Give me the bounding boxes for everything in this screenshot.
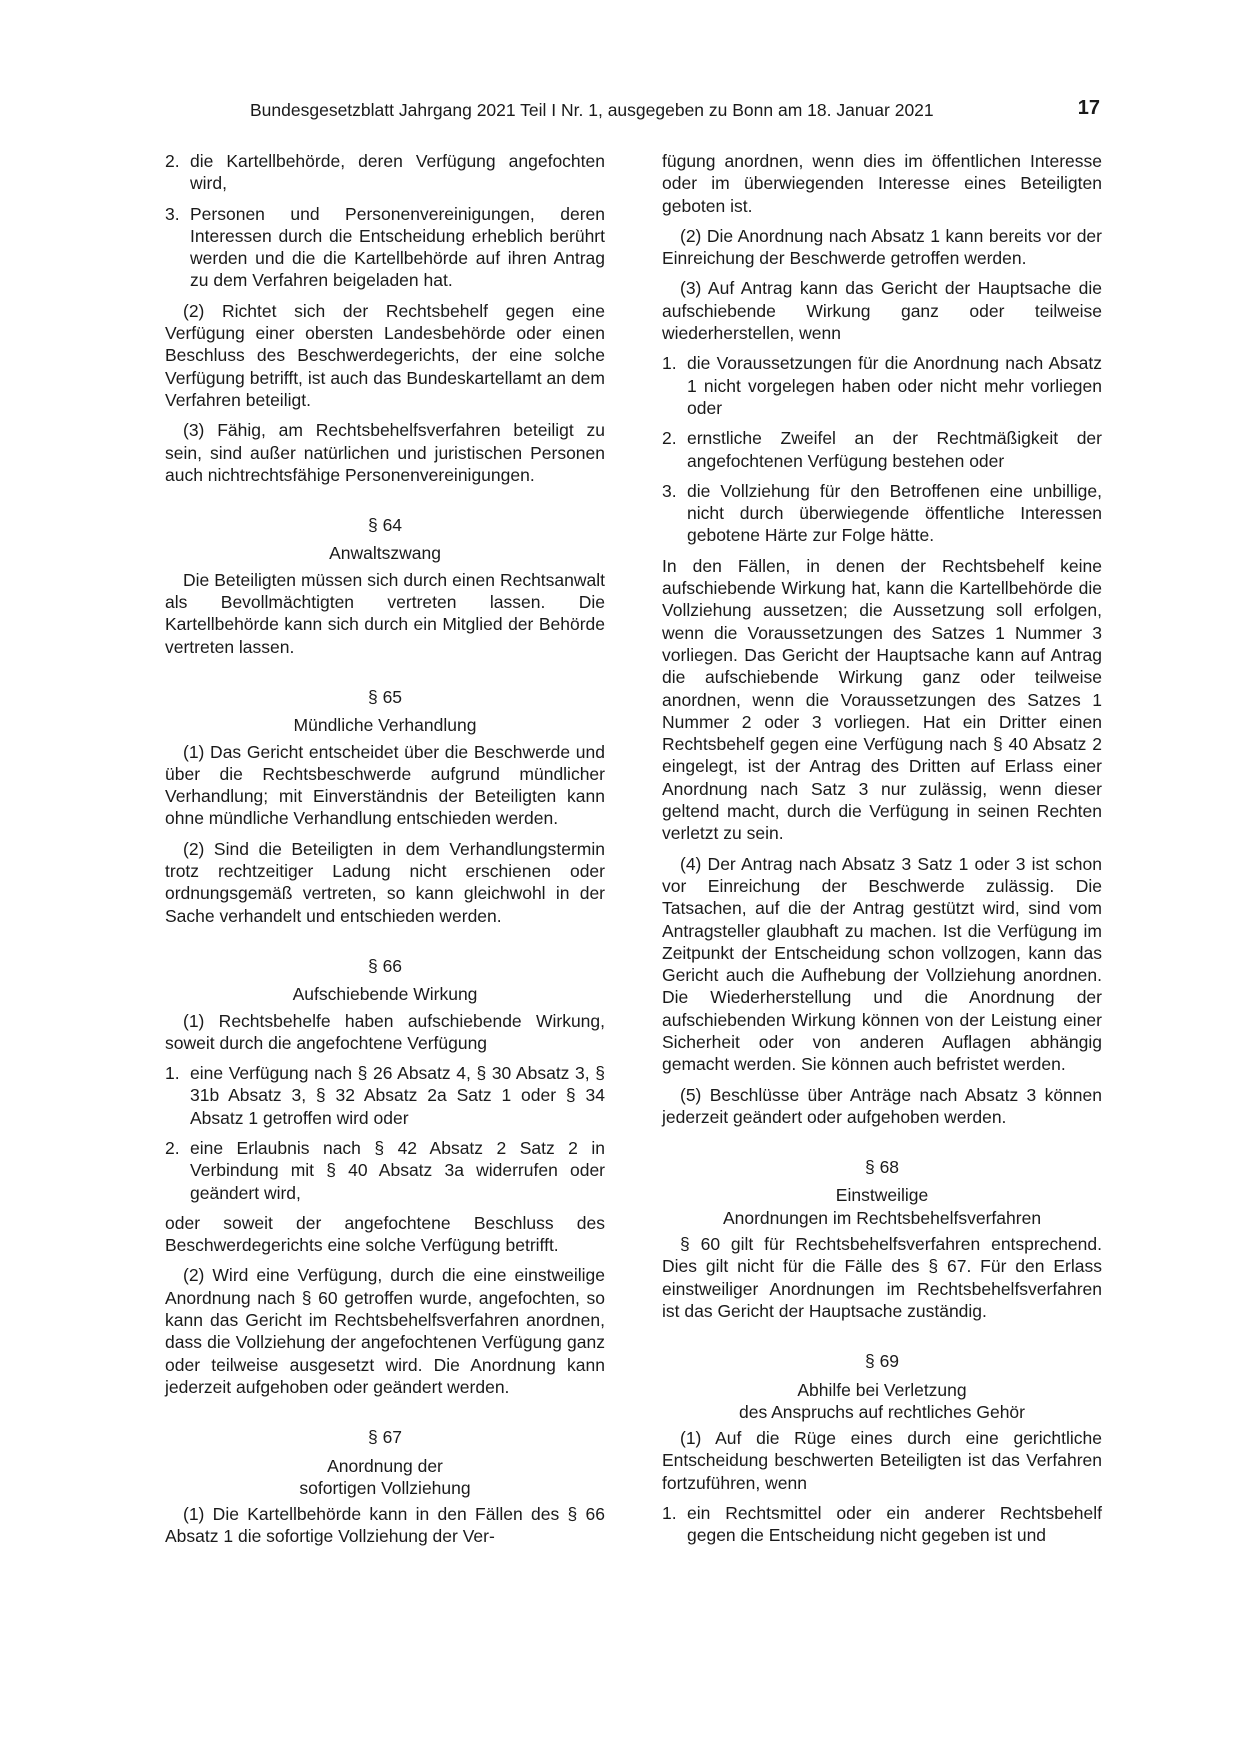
paragraph: In den Fällen, in denen der Rechtsbehelf keine aufschiebende Wirkung hat, kann die Kartellbehörde die Vollziehung aussetzen; die Aussetzung soll erfolgen, wenn die Voraussetzungen des Satzes 1 Nummer 3 vorliegen. Das Gericht der Hauptsache kann auf Antrag die aufschiebende Wirkung ganz oder teilweise anordnen, wenn die Voraussetzungen des Satzes 1 Nummer 2 oder 3 vorliegen. Hat ein Dritter einen Rechtsbehelf gegen eine Verfügung nach § 40 Absatz 2 eingelegt, ist der Antrag des Dritten auf Erlass einer Anordnung nach Satz 3 nur zulässig, wenn dieser geltend macht, durch die Verfügung in seinen Rechten verletzt zu sein.	[662, 555, 1102, 844]
list-item	[662, 480, 1102, 547]
section-heading-65	[165, 686, 605, 737]
list-text: eine Verfügung nach § 26 Absatz 4, § 30 Absatz 3, § 31b Absatz 3, § 32 Absatz 2a Satz 1 oder § 34 Absatz 1 getroffen wird oder	[190, 1063, 605, 1128]
section-heading-69	[662, 1350, 1102, 1423]
paragraph: (1) Rechtsbehelfe haben aufschiebende Wirkung, soweit durch die angefochtene Verfügung	[165, 1010, 605, 1053]
paragraph: (3) Auf Antrag kann das Gericht der Hauptsache die aufschiebende Wirkung ganz oder teilweise wiederherstellen, wenn	[662, 278, 1102, 344]
paragraph: fügung anordnen, wenn dies im öffentlichen Interesse oder im überwiegenden Interesse eines Beteiligten geboten ist.	[662, 151, 1102, 216]
list-item	[165, 1062, 605, 1129]
right-column	[662, 150, 1102, 1555]
list-item	[165, 1137, 605, 1204]
section-title-line: Einstweilige	[835, 1185, 929, 1206]
section-number: § 68	[864, 1157, 900, 1178]
section-title-line: Anordnungen im Rechtsbehelfsverfahren	[722, 1207, 1042, 1228]
header-title: Bundesgesetzblatt Jahrgang 2021 Teil I Nr. 1, ausgegeben zu Bonn am 18. Januar 2021	[250, 100, 934, 120]
paragraph: Die Beteiligten müssen sich durch einen Rechtsanwalt als Bevollmächtigten vertreten lassen. Die Kartellbehörde kann sich durch ein Mitglied der Behörde vertreten lassen.	[165, 569, 605, 657]
paragraph: (2) Die Anordnung nach Absatz 1 kann bereits vor der Einreichung der Beschwerde getroffen werden.	[662, 225, 1102, 269]
paragraph: § 60 gilt für Rechtsbehelfsverfahren entsprechend. Dies gilt nicht für die Fälle des § 67. Für den Erlass einstweiliger Anordnungen im Rechtsbehelfsverfahren ist das Gericht der Hauptsache zuständig.	[662, 1234, 1102, 1321]
section-number: § 65	[367, 686, 403, 707]
paragraph: (2) Sind die Beteiligten in dem Verhandlungstermin trotz rechtzeitiger Ladung nicht erschienen oder ordnungsgemäß vertreten, so kann gleichwohl in der Sache verhandelt und entschieden werden.	[165, 838, 605, 926]
section-title	[662, 1184, 1102, 1229]
list-number: 2.	[165, 151, 180, 171]
section-number: § 64	[367, 515, 403, 536]
paragraph: (2) Richtet sich der Rechtsbehelf gegen eine Verfügung einer obersten Landesbehörde oder einen Beschluss des Beschwerdegerichts, der eine solche Verfügung betrifft, ist auch das Bundeskartellamt an dem Verfahren beteiligt.	[165, 300, 605, 410]
left-column	[165, 150, 605, 1556]
section-title-line: Abhilfe bei Verletzung	[797, 1379, 967, 1400]
list-number: 3.	[662, 480, 677, 501]
section-heading-67	[165, 1426, 605, 1499]
list-text: ein Rechtsmittel oder ein anderer Rechtsbehelf gegen die Entscheidung nicht gegeben ist und	[687, 1503, 1102, 1546]
list-item	[662, 352, 1102, 419]
section-heading-64	[165, 514, 605, 565]
paragraph: (1) Auf die Rüge eines durch eine gerichtliche Entscheidung beschwerten Beteiligten ist das Verfahren fortzuführen, wenn	[662, 1428, 1102, 1493]
list-text: eine Erlaubnis nach § 42 Absatz 2 Satz 2 in Verbindung mit § 40 Absatz 3a widerrufen oder geändert wird,	[190, 1137, 605, 1203]
paragraph: oder soweit der angefochtene Beschluss des Beschwerdegerichts eine solche Verfügung betrifft.	[165, 1212, 605, 1256]
list-number: 2.	[165, 1137, 180, 1158]
list-text: Personen und Personenvereinigungen, deren Interessen durch die Entscheidung erheblich berührt werden und die die Kartellbehörde auf ihren Antrag zu dem Verfahren beigeladen hat.	[190, 203, 605, 291]
section-title	[165, 1455, 605, 1500]
list-item	[165, 203, 605, 292]
section-title: Mündliche Verhandlung	[293, 715, 477, 736]
list-number: 1.	[662, 353, 677, 374]
list-item	[165, 150, 605, 195]
section-heading-66	[165, 955, 605, 1006]
list-number: 1.	[165, 1063, 180, 1084]
section-title	[662, 1379, 1102, 1424]
list-text: ernstliche Zweifel an der Rechtmäßigkeit der angefochtenen Verfügung bestehen oder	[687, 428, 1102, 471]
list-number: 2.	[662, 428, 677, 449]
section-heading-68	[662, 1156, 1102, 1229]
section-title-line: Anordnung der	[327, 1455, 443, 1476]
section-title-line: des Anspruchs auf rechtliches Gehör	[739, 1401, 1025, 1422]
section-title: Aufschiebende Wirkung	[292, 984, 478, 1005]
list-text: die Vollziehung für den Betroffenen eine unbillige, nicht durch überwiegende öffentliche Interessen gebotene Härte zur Folge hätte.	[687, 480, 1102, 546]
page-number: 17	[1077, 97, 1100, 119]
section-title: Anwaltszwang	[329, 543, 441, 564]
section-number: § 67	[367, 1427, 403, 1448]
section-number: § 66	[367, 955, 403, 976]
paragraph: (3) Fähig, am Rechtsbehelfsverfahren beteiligt zu sein, sind außer natürlichen und juristischen Personen auch nichtrechtsfähige Personenvereinigungen.	[165, 420, 605, 485]
section-number: § 69	[864, 1351, 900, 1372]
paragraph: (2) Wird eine Verfügung, durch die eine einstweilige Anordnung nach § 60 getroffen wurde, angefochten, so kann das Gericht im Rechtsbehelfsverfahren anordnen, dass die Vollziehung der angefochtenen Verfügung ganz oder teilweise ausgesetzt wird. Die Anordnung kann jederzeit aufgehoben oder geändert werden.	[165, 1265, 605, 1397]
list-text: die Voraussetzungen für die Anordnung nach Absatz 1 nicht vorgelegen haben oder nicht mehr vorliegen oder	[687, 353, 1102, 418]
section-title-line: sofortigen Vollziehung	[299, 1477, 471, 1498]
list-item	[662, 1502, 1102, 1547]
list-text: die Kartellbehörde, deren Verfügung angefochten wird,	[190, 151, 605, 194]
list-number: 3.	[165, 203, 180, 224]
page-header	[165, 97, 1100, 126]
list-number: 1.	[662, 1503, 677, 1524]
paragraph: (1) Die Kartellbehörde kann in den Fällen des § 66 Absatz 1 die sofortige Vollziehung der Ver-	[165, 1504, 605, 1547]
paragraph: (5) Beschlüsse über Anträge nach Absatz 3 können jederzeit geändert oder aufgehoben werden.	[662, 1084, 1102, 1127]
list-item	[662, 427, 1102, 472]
paragraph: (1) Das Gericht entscheidet über die Beschwerde und über die Rechtsbeschwerde aufgrund mündlicher Verhandlung; mit Einverständnis der Beteiligten kann ohne mündliche Verhandlung entschieden werden.	[165, 741, 605, 829]
paragraph: (4) Der Antrag nach Absatz 3 Satz 1 oder 3 ist schon vor Einreichung der Beschwerde zulässig. Die Tatsachen, auf die der Antrag gestützt wird, sind vom Antragsteller glaubhaft zu machen. Ist die Verfügung im Zeitpunkt der Entscheidung schon vollzogen, kann das Gericht auch die Aufhebung der Vollziehung anordnen. Die Wiederherstellung und die Anordnung der aufschiebenden Wirkung können von der Leistung einer Sicherheit oder von anderen Auflagen abhängig gemacht werden. Sie können auch befristet werden.	[662, 853, 1102, 1075]
